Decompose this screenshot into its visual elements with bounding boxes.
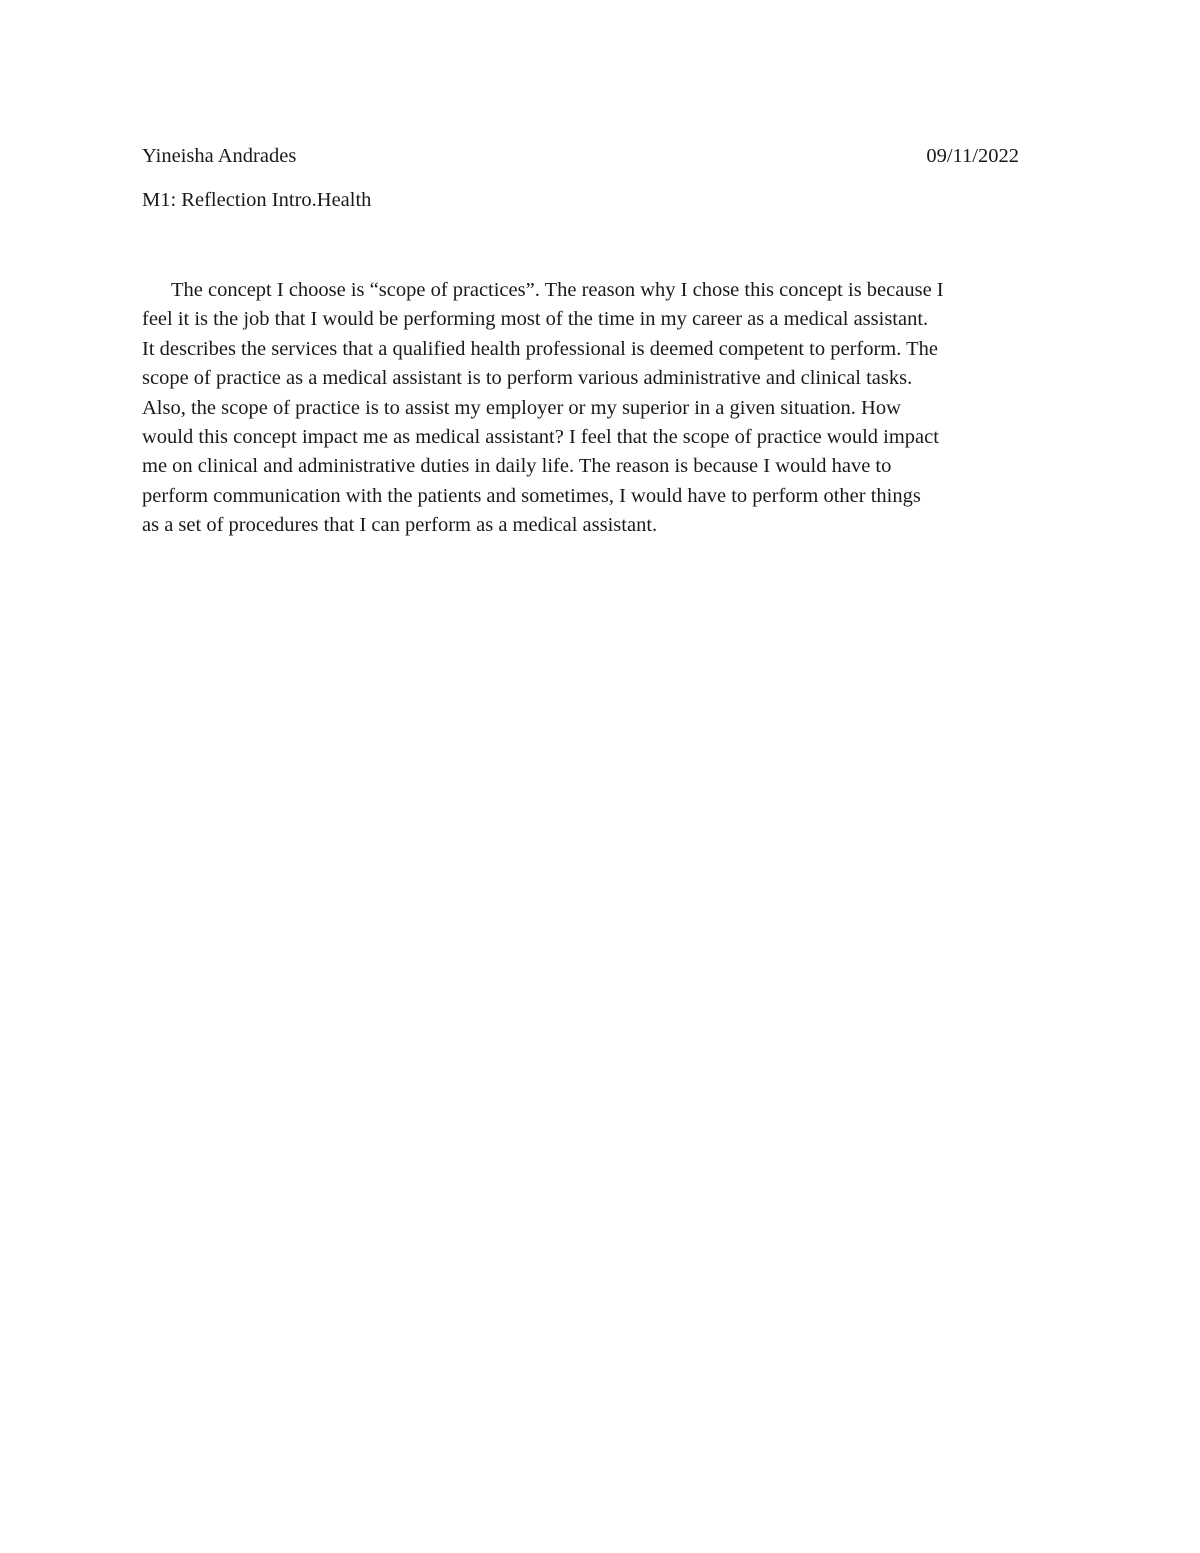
paragraph-line: would this concept impact me as medical assistant? I feel that the scope of practice would impact	[142, 426, 939, 449]
document-date: 09/11/2022	[926, 145, 1019, 167]
paragraph-line: Also, the scope of practice is to assist my employer or my superior in a given situation. How	[142, 396, 901, 419]
paragraph-line: feel it is the job that I would be performing most of the time in my career as a medical assistant.	[142, 308, 929, 331]
paragraph-line: It describes the services that a qualified health professional is deemed competent to perform. The	[142, 337, 938, 360]
paragraph-line: as a set of procedures that I can perform as a medical assistant.	[142, 514, 658, 537]
reflection-paragraph	[142, 276, 1072, 541]
header-row	[142, 143, 1019, 169]
paragraph-line: The concept I choose is “scope of practices”. The reason why I chose this concept is because I	[171, 279, 944, 301]
paragraph-line: scope of practice as a medical assistant is to perform various administrative and clinical tasks.	[142, 367, 913, 390]
paragraph-line: perform communication with the patients and sometimes, I would have to perform other things	[142, 484, 921, 507]
author-name: Yineisha Andrades	[142, 145, 297, 167]
document-title: M1: Reflection Intro.Health	[142, 189, 372, 211]
paragraph-line: me on clinical and administrative duties in daily life. The reason is because I would have to	[142, 455, 892, 478]
